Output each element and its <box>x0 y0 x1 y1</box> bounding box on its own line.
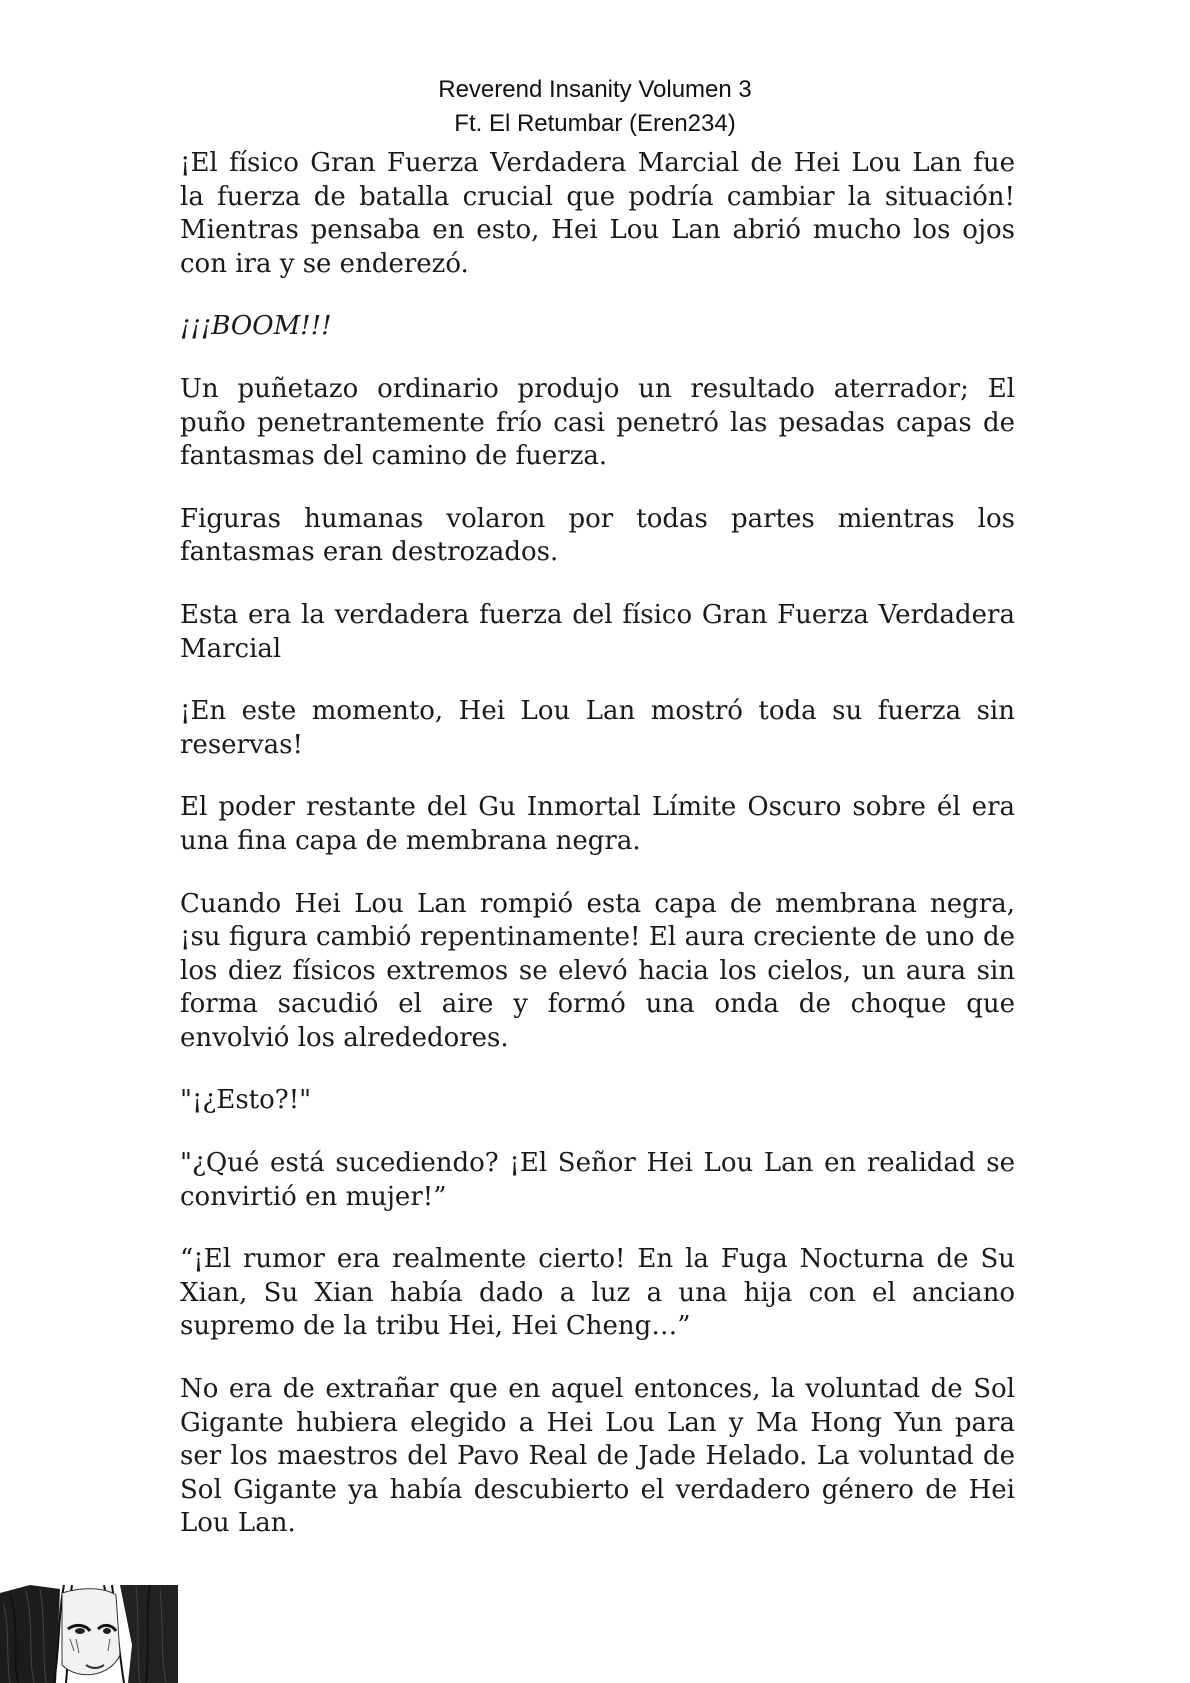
header-title: Reverend Insanity Volumen 3 <box>438 76 752 103</box>
paragraph: El poder restante del Gu Inmortal Límite Oscuro sobre él era una fina capa de membrana negra. <box>180 792 1015 856</box>
paragraph: Un puñetazo ordinario produjo un resultado aterrador; El puño penetrantemente frío casi penetró las pesadas capas de fantasmas del camino de fuerza. <box>180 373 1015 472</box>
manga-character-illustration-icon <box>0 1585 178 1683</box>
dialogue-paragraph: “¡El rumor era realmente cierto! En la Fuga Nocturna de Su Xian, Su Xian había dado a luz a una hija con el anciano supremo de la tribu Hei, Hei Cheng…” <box>180 1244 1015 1342</box>
paragraph: No era de extrañar que en aquel entonces, la voluntad de Sol Gigante hubiera elegido a Hei Lou Lan y Ma Hong Yun para ser los maestros del Pavo Real de Jade Helado. La voluntad de Sol Gigante ya había descubierto el verdadero género de Hei Lou Lan. <box>180 1374 1015 1539</box>
dialogue-paragraph: "¡¿Esto?!" <box>180 1085 312 1116</box>
paragraph: ¡El físico Gran Fuerza Verdadera Marcial de Hei Lou Lan fue la fuerza de batalla crucial que podría cambiar la situación! Mientras pensaba en esto, Hei Lou Lan abrió mucho los ojos con ira y se enderezó. <box>180 148 1015 279</box>
paragraph: Cuando Hei Lou Lan rompió esta capa de membrana negra, ¡su figura cambió repentinamente! El aura creciente de uno de los diez físicos extremos se elevó hacia los cielos, un aura sin forma sacudió el aire y formó una onda de choque que envolvió los alrededores. <box>180 888 1015 1053</box>
paragraph: Figuras humanas volaron por todas partes mientras los fantasmas eran destrozados. <box>180 503 1015 568</box>
chapter-body <box>180 147 1015 1570</box>
dialogue-paragraph: "¿Qué está sucediendo? ¡El Señor Hei Lou Lan en realidad se convirtió en mujer!” <box>180 1148 1015 1212</box>
header-credit: Ft. El Retumbar (Eren234) <box>454 110 736 137</box>
sound-effect-paragraph: ¡¡¡BOOM!!! <box>180 311 332 342</box>
paragraph: ¡En este momento, Hei Lou Lan mostró toda su fuerza sin reservas! <box>180 696 1015 760</box>
page-header <box>0 73 1190 141</box>
paragraph: Esta era la verdadera fuerza del físico Gran Fuerza Verdadera Marcial <box>180 599 1015 664</box>
